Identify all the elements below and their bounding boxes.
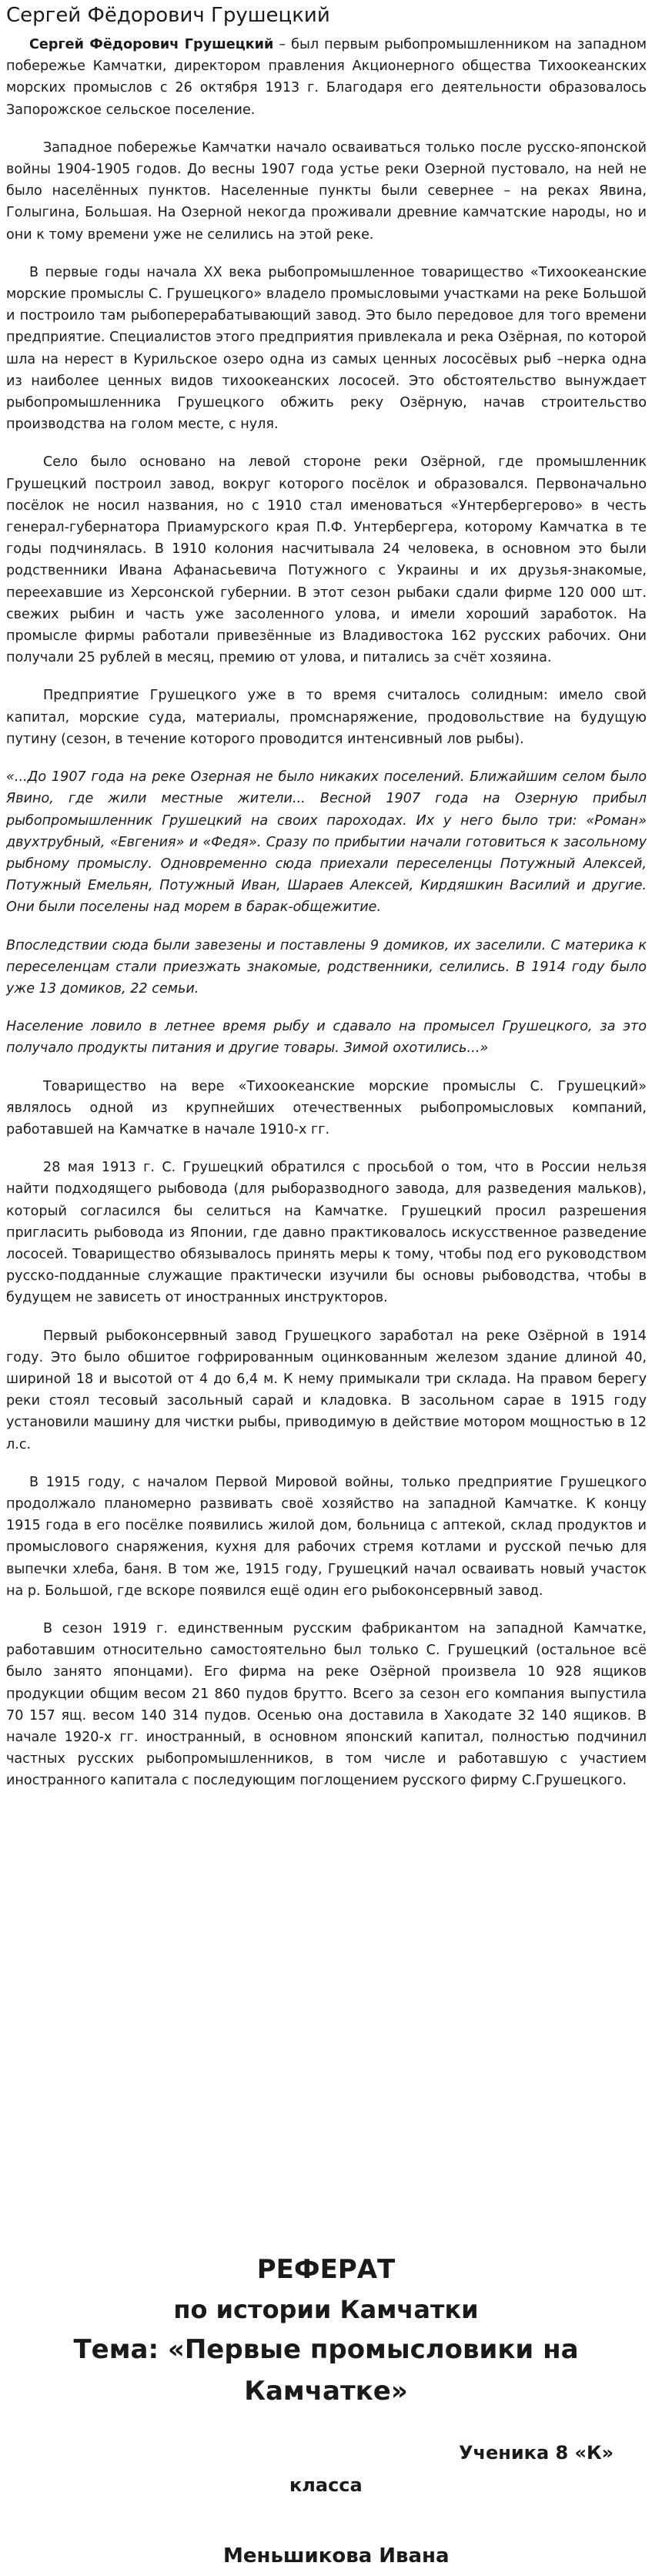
paragraph-west-coast: Западное побережье Камчатки начало осваиваться только после русско-японской войны 1904-1905 годов. До весны 1907 года устье реки Озерной пустовало, на ней не было населённых пунктов. Населенные пункты были севернее – на реках Явина, Голыгина, Большая. На Озерной некогда проживали древние камчатские народы, но и они к тому времени уже не селились на этой реке. — [6, 139, 647, 243]
student-class-line-2: класса — [289, 2474, 363, 2496]
report-subject: по истории Камчатки — [173, 2295, 479, 2324]
report-heading: РЕФЕРАТ — [256, 2254, 396, 2285]
paragraph-intro-text: – был первым рыбопромышленником на западном побережье Камчатки, директором правления Акционерного общества Тихоокеанских морских промыслов с 26 октября 1913 г. Благодаря его деятельности образовалось Запорожское сельское поселение. — [6, 37, 647, 118]
paragraph-intro-lead: Сергей Фёдорович Грушецкий — [29, 37, 274, 52]
paragraph-quote-1907: «...До 1907 года на реке Озерная не было никаких поселений. Ближайшим селом было Явино, где жили местные жители... Весной 1907 года на Озерную прибыл рыбопромышленник Грушецкий на своих пароходах. Их у него было три: «Роман» двухтрубный, «Евгения» и «Федя». Сразу по прибытии начали готовиться к засольному рыбному промыслу. Одновременно сюда приехали переселенцы Потужный Алексей, Потужный Емельян, Потужный Иван, Шараев Алексей, Кирдяшкин Василий и другие. Они были поселены над морем в барак-общежитие. — [6, 769, 647, 916]
article-body — [6, 34, 647, 1808]
title-page — [0, 2249, 652, 2568]
report-topic-line-2: Камчатке» — [244, 2376, 408, 2407]
page-title: Сергей Фёдорович Грушецкий — [6, 4, 330, 27]
paragraph-1919: В сезон 1919 г. единственным русским фабрикантом на западной Камчатке, работавшим относительно самостоятельно был только С. Грушецкий (остальное всё было занято японцами). Его фирма на реке Озёрной произвела 10 928 ящиков продукции общим весом 21 860 пудов брутто. Всего за сезон его компания выпустила 70 157 ящ. весом 140 314 пудов. Осенью она доставила в Хакодате 32 140 ящиков. В начале 1920-х гг. иностранный, в основном японский капитал, полностью подчинил частных русских рыбопромышленников, в том числе и работавшую с участием иностранного капитала с последующим поглощением русского фирму С.Грушецкого. — [6, 1621, 647, 1789]
paragraph-enterprise: Предприятие Грушецкого уже в то время считалось солидным: имело свой капитал, морские суда, материалы, промснаряжение, продовольствие на будущую путину (сезон, в течение которого проводится интенсивный лов рыбы). — [6, 688, 647, 747]
student-class-line-1: Ученика 8 «К» — [459, 2442, 614, 2464]
paragraph-quote-population: Население ловило в летнее время рыбу и сдавало на промысел Грушецкого, за это получало продукты питания и другие товары. Зимой охотились...» — [6, 1019, 647, 1057]
report-topic-line-1: Тема: «Первые промысловики на — [73, 2334, 579, 2365]
paragraph-partnership: Товарищество на вере «Тихоокеанские морские промыслы С. Грушецкий» являлось одной из крупнейших отечественных рыбопромысловых компаний, работавшей на Камчатке в начале 1910-х гг. — [6, 1078, 647, 1137]
paragraph-cannery: Первый рыбоконсервный завод Грушецкого заработал на реке Озёрной в 1914 году. Это было обшитое гофрированным оцинкованным железом здание длиной 40, шириной 18 и высотой от 4 до 6,4 м. К нему примыкали три склада. На правом берегу реки стоял тесовый засольный сарай и кладовка. В засольном сарае в 1915 году установили машину для чистки рыбы, приводимую в действие мотором мощностью в 12 л.с. — [6, 1328, 647, 1452]
paragraph-early-years: В первые годы начала XX века рыбопромышленное товарищество «Тихоокеанские морские промыслы С. Грушецкого» владело промысловыми участками на реке Большой и построило там рыбоперерабатывающий завод. Это было передовое для того времени предприятие. Специалистов этого предприятия привлекала и река Озёрная, по которой шла на нерест в Курильское озеро одна из самых ценных лососёвых рыб –нерка одна из наиболее ценных видов тихоокеанских лососей. Это обстоятельство вынуждает рыбопромышленника Грушецкого обжить реку Озёрную, начав строительство производства на голом месте, с нуля. — [6, 264, 647, 433]
student-name: Меньшикова Ивана — [223, 2544, 450, 2568]
paragraph-village-founding: Село было основано на левой стороне реки Озёрной, где промышленник Грушецкий построил завод, вокруг которого посёлок и образовался. Первоначально посёлок не носил названия, но с 1910 стал именоваться «Унтербергерово» в честь генерал-губернатора Приамурского края П.Ф. Унтербергера, которому Камчатка в те годы подчинялась. В 1910 колония насчитывала 24 человека, в основном это были родственники Ивана Афанасьевича Потужного с Украины и их друзья-знакомые, переехавшие из Херсонской губернии. В этот сезон рыбаки сдали фирме 120 000 шт. свежих рыбин и часть уже засоленного улова, и имели хороший заработок. На промысле фирмы работали привезённые из Владивостока 162 русских рабочих. Они получали 25 рублей в месяц, премию от улова, и питались за счёт хозяина. — [6, 454, 647, 666]
paragraph-1915: В 1915 году, с началом Первой Мировой войны, только предприятие Грушецкого продолжало планомерно развивать своё хозяйство на западной Камчатке. К концу 1915 года в его посёлке появились жилой дом, больница с аптекой, склад продуктов и промыслового снаряжения, кухня для рабочих стремя котлами и русской печью для выпечки хлеба, баня. В том же, 1915 году, Грушецкий начал осваивать новый участок на р. Большой, где вскоре появился ещё один его рыбоконсервный завод. — [6, 1474, 647, 1599]
paragraph-fish-breeder: 28 мая 1913 г. С. Грушецкий обратился с просьбой о том, что в России нельзя найти подходящего рыбовода (для рыборазводного завода, для разведения мальков), который согласился бы селиться на Камчатке. Грушецкий просил разрешения пригласить рыбовода из Японии, где давно практиковалось искусственное разведение лососей. Товарищество обязывалось принять меры к тому, чтобы под его руководством русско-подданные служащие практически изучили бы основы рыбоводства, чтобы в будущем не зависеть от иностранных инструкторов. — [6, 1160, 647, 1306]
paragraph-quote-houses: Впоследствии сюда были завезены и поставлены 9 домиков, их заселили. С материка к переселенцам стали приезжать знакомые, родственники, селились. В 1914 году было уже 13 домиков, 22 семьи. — [6, 937, 647, 997]
paragraph-intro — [6, 34, 647, 121]
